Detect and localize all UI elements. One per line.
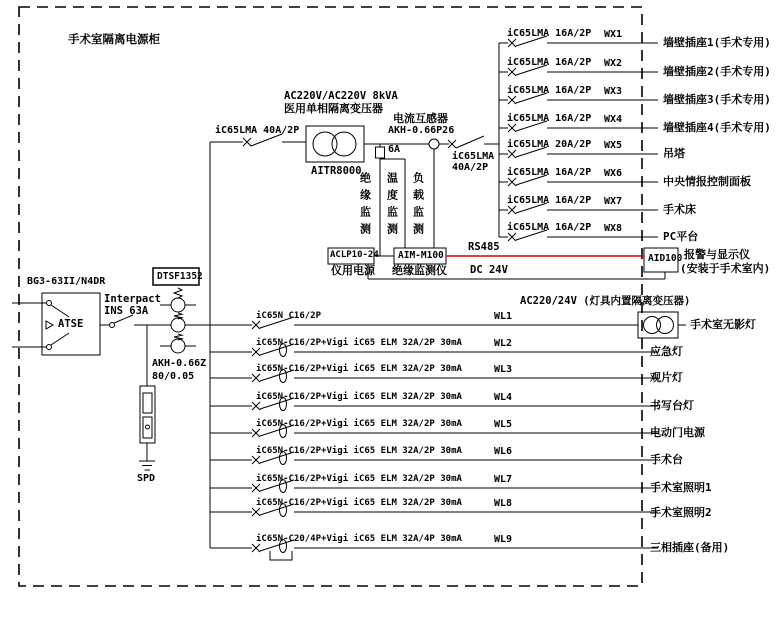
atse-label: ATSE [58, 318, 84, 330]
ct-title: 电流互感器 [393, 112, 448, 125]
incoming-ct-ratio: 80/0.05 [152, 371, 195, 382]
wx5-dest-label: 吊塔 [663, 147, 685, 160]
incoming-ct-label: AKH-0.66Z [152, 358, 207, 369]
wx8-dest-label: PC平台 [663, 230, 699, 243]
alarm-location-label: (安装于手术室内) [680, 262, 771, 275]
ct-model: AKH-0.66P26 [388, 125, 455, 136]
wx6-dest-label: 中央情报控制面板 [663, 175, 751, 188]
ground-icon [139, 443, 155, 470]
dc24v-label: DC 24V [470, 264, 508, 276]
wx5-tag: WX5 [604, 140, 623, 151]
wx2-tag: WX2 [604, 58, 623, 69]
wl5-tag: WL5 [494, 419, 513, 430]
wx7-dest-label: 手术床 [663, 203, 696, 216]
wx7-tag: WX7 [604, 196, 623, 207]
transformer-name: 医用单相隔离变压器 [284, 102, 383, 115]
aim-label: AIM-M100 [398, 250, 444, 261]
wx8-tag: WX8 [604, 223, 623, 234]
wl7-breaker-label: iC65N-C16/2P+Vigi iC65 ELM 32A/2P 30mA [256, 474, 462, 484]
insulation-monitor-label: 绝缘监测 [358, 172, 372, 240]
wx3-breaker-label: iC65LMA 16A/2P [507, 85, 592, 96]
wl8-tag: WL8 [494, 498, 513, 509]
wx7-breaker-label: iC65LMA 16A/2P [507, 195, 592, 206]
cabinet-title: 手术室隔离电源柜 [68, 32, 160, 46]
wx4-breaker-label: iC65LMA 16A/2P [507, 113, 592, 124]
transformer-box [306, 126, 364, 162]
wl3-breaker-label: iC65N-C16/2P+Vigi iC65 ELM 32A/2P 30mA [256, 364, 462, 374]
transformer-rating: AC220V/AC220V 8kVA [284, 90, 398, 102]
instrument-power-label: 仪用电源 [331, 264, 375, 277]
wl2-breaker-label: iC65N-C16/2P+Vigi iC65 ELM 32A/2P 30mA [256, 338, 462, 348]
isolator-label-2: INS 63A [104, 305, 149, 317]
incoming-lines [12, 303, 46, 347]
wl4-dest-label: 书写台灯 [650, 399, 694, 412]
fuse-label: 6A [388, 144, 401, 155]
wx5-breaker-label: iC65LMA 20A/2P [507, 139, 592, 150]
wx4-tag: WX4 [604, 114, 623, 125]
wl6-dest-label: 手术台 [650, 453, 683, 466]
wl8-dest-label: 手术室照明2 [650, 506, 712, 519]
transformer-model: AITR8000 [311, 165, 362, 177]
output-breaker-label-1: iC65LMA [452, 151, 495, 162]
wx3-dest-label: 墙壁插座3(手术专用) [663, 93, 771, 106]
wl7-dest-label: 手术室照明1 [650, 481, 712, 494]
insulation-meter-label: 绝缘监测仪 [392, 264, 447, 277]
aclp-label: ACLP10-24 [330, 250, 379, 260]
wl4-breaker-label: iC65N-C16/2P+Vigi iC65 ELM 32A/2P 30mA [256, 392, 462, 402]
wx2-dest-label: 墙壁插座2(手术专用) [663, 65, 771, 78]
spd-label: SPD [137, 473, 156, 484]
current-transformer-icon [429, 139, 439, 149]
wl6-tag: WL6 [494, 446, 513, 457]
wx2-breaker-label: iC65LMA 16A/2P [507, 57, 592, 68]
temperature-monitor-label: 温度监测 [385, 172, 399, 240]
wx1-dest-label: 墙壁插座1(手术专用) [663, 36, 771, 49]
wl8-breaker-label: iC65N-C16/2P+Vigi iC65 ELM 32A/2P 30mA [256, 498, 462, 508]
spd-box [140, 386, 155, 443]
atse-arrow-icon [46, 321, 53, 329]
wl1-tag: WL1 [494, 311, 513, 322]
wl7-tag: WL7 [494, 474, 513, 485]
wl3-dest-label: 观片灯 [650, 371, 683, 384]
meter-label: DTSF1352 [157, 271, 203, 282]
wx1-tag: WX1 [604, 29, 623, 40]
wl-header-label: AC220/24V (灯具内置隔离变压器) [520, 295, 691, 307]
wl2-dest-label: 应急灯 [650, 345, 683, 358]
wx6-tag: WX6 [604, 168, 623, 179]
wl9-4p-link-icon [270, 551, 292, 560]
wl6-breaker-label: iC65N-C16/2P+Vigi iC65 ELM 32A/2P 30mA [256, 446, 462, 456]
wl3-tag: WL3 [494, 364, 513, 375]
load-monitor-label: 负载监测 [411, 172, 425, 240]
wl2-tag: WL2 [494, 338, 513, 349]
wl4-tag: WL4 [494, 392, 513, 403]
transformer-feed-breaker-label: iC65LMA 40A/2P [215, 125, 300, 136]
wx1-breaker-label: iC65LMA 16A/2P [507, 28, 592, 39]
wl5-dest-label: 电动门电源 [650, 426, 705, 439]
wx3-tag: WX3 [604, 86, 623, 97]
wx6-breaker-label: iC65LMA 16A/2P [507, 167, 592, 178]
wl1-breaker-label: iC65N C16/2P [256, 311, 322, 321]
output-breaker-label-2: 40A/2P [452, 162, 489, 173]
wx4-dest-label: 墙壁插座4(手术专用) [663, 121, 771, 134]
rs485-label: RS485 [468, 241, 500, 253]
isolator-label-1: Interpact [104, 293, 161, 305]
alarm-display-label: 报警与显示仪 [684, 248, 750, 261]
wl9-dest-label: 三相插座(备用) [650, 541, 730, 554]
fuse-icon [376, 147, 385, 158]
wl9-breaker-label: iC65N-C20/4P+Vigi iC65 ELM 32A/4P 30mA [256, 534, 462, 544]
wl9-tag: WL9 [494, 534, 513, 545]
aid-label: AID100 [648, 253, 683, 264]
wx8-breaker-label: iC65LMA 16A/2P [507, 222, 592, 233]
wl1-dest-label: 手术室无影灯 [690, 318, 756, 331]
incoming-breaker-label: BG3-63II/N4DR [27, 276, 106, 287]
wl5-breaker-label: iC65N-C16/2P+Vigi iC65 ELM 32A/2P 30mA [256, 419, 462, 429]
